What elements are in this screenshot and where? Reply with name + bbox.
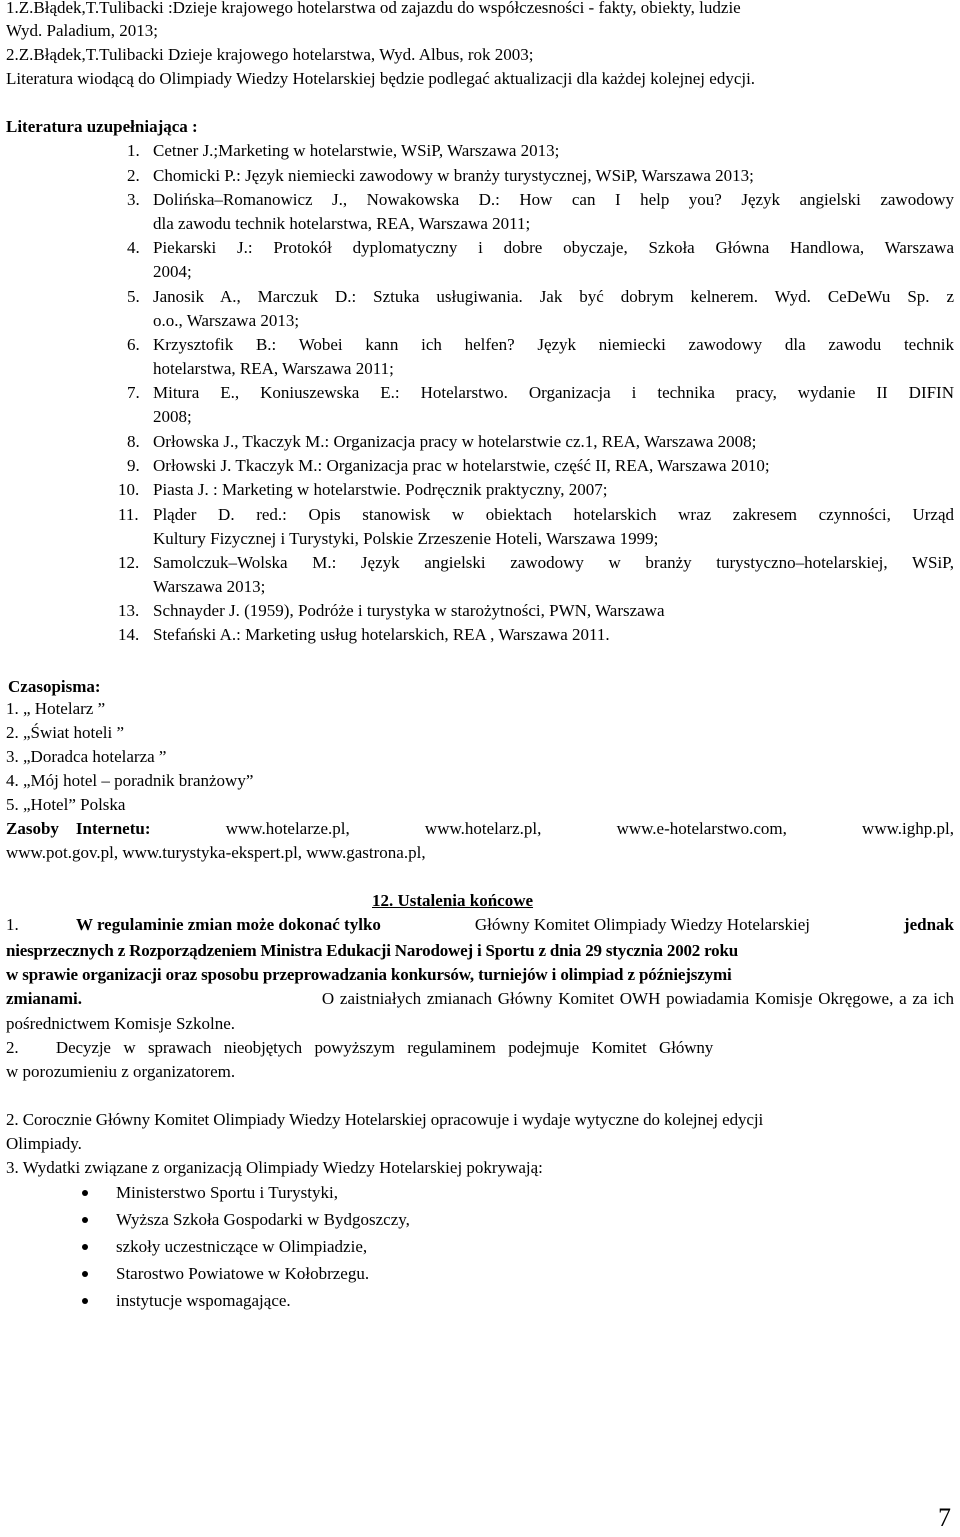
p1-regular-2: O zaistniałych zmianach Główny Komitet OWH powiadamia Komisje Okręgowe, a za ich [321,989,954,1008]
p1-line-3: w sprawie organizacji oraz sposobu przeprowadzania konkursów, turniejów i olimpiad z późniejszymi [6,965,732,984]
list-item-number: 13. [118,601,140,620]
list-item-text: 2004; [153,262,192,281]
page-number: 7 [938,1503,951,1532]
bullet-item: Ministerstwo Sportu i Turystyki, [116,1183,338,1202]
bullet-icon [82,1271,88,1277]
list-item-text: Mitura E., Koniuszewska E.: Hotelarstwo. Organizacja i technika pracy, wydanie II DIFIN [153,383,954,402]
list-item-number: 1. [127,141,140,160]
journal-item: 4. „Mój hotel – poradnik branżowy” [6,771,254,790]
journals-heading: Czasopisma: [8,677,101,696]
top-ref-line-3: 2.Z.Błądek,T.Tulibacki Dzieje krajowego hotelarstwa, Wyd. Albus, rok 2003; [6,45,534,64]
bullet-item: Starostwo Powiatowe w Kołobrzegu. [116,1264,370,1283]
p4-line: 3. Wydatki związane z organizacją Olimpiady Wiedzy Hotelarskiej pokrywają: [6,1158,543,1177]
list-item-text: Cetner J.;Marketing w hotelarstwie, WSiP, Warszawa 2013; [153,141,560,160]
p2-line-1: 2. Decyzje w sprawach nieobjętych powyższym regulaminem podejmuje Komitet Główny [6,1038,714,1057]
list-item-text: Orłowska J., Tkaczyk M.: Organizacja pracy w hotelarstwie cz.1, REA, Warszawa 2008; [153,432,757,451]
list-item-number: 4. [127,238,140,257]
list-item-number: 8. [127,432,140,451]
list-item-number: 11. [118,505,139,524]
list-item-number: 9. [127,456,140,475]
p1-line-1 [6,913,954,937]
list-item-text: dla zawodu technik hotelarstwa, REA, Warszawa 2011; [153,214,531,233]
bullet-icon [82,1217,88,1223]
p1-number: 1. [6,915,19,934]
list-item-text: Piasta J. : Marketing w hotelarstwie. Podręcznik praktyczny, 2007; [153,480,608,499]
list-item-number: 2. [127,166,140,185]
bullet-item: szkoły uczestniczące w Olimpiadzie, [116,1237,368,1256]
p1-bold-2: jednak [903,915,954,934]
list-item-number: 7. [127,383,140,402]
internet-link: www.hotelarz.pl, [424,819,542,838]
p3-line-2: Olimpiady. [6,1134,82,1153]
internet-label: Zasoby Internetu: [6,819,151,838]
bullet-item: Wyższa Szkoła Gospodarki w Bydgoszczy, [116,1210,410,1229]
journal-item: 3. „Doradca hotelarza ” [6,747,167,766]
list-item-text: Samolczuk–Wolska M.: Język angielski zawodowy w branży turystyczno–hotelarskiej, WSiP, [153,553,954,572]
list-item-text: o.o., Warszawa 2013; [153,311,300,330]
list-item-text: 2008; [153,407,192,426]
list-item-text: Schnayder J. (1959), Podróże i turystyka w starożytności, PWN, Warszawa [153,601,665,620]
internet-link: www.e-hotelarstwo.com, [616,819,787,838]
top-ref-line-1: 1.Z.Błądek,T.Tulibacki :Dzieje krajowego hotelarstwa od zajazdu do współczesności - fakty, obiekty, ludzie [6,0,741,17]
journal-item: 5. „Hotel” Polska [6,795,126,814]
p1-line-4 [6,987,954,1011]
list-item-number: 3. [127,190,140,209]
bullet-item: instytucje wspomagające. [116,1291,291,1310]
p1-bold-1: W regulaminie zmian może dokonać tylko [76,915,381,934]
list-item-number: 14. [118,625,140,644]
bullet-icon [82,1244,88,1250]
journal-item: 2. „Świat hoteli ” [6,723,125,742]
bullet-icon [82,1190,88,1196]
p1-bold-3: zmianami. [6,989,83,1008]
list-item-text: Pląder D. red.: Opis stanowisk w obiektach hotelarskich wraz zakresem czynności, Urząd [153,505,954,524]
internet-line-1 [6,817,954,841]
list-item-number: 10. [118,480,140,499]
p1-line-5: pośrednictwem Komisje Szkolne. [6,1014,235,1033]
list-item-number: 6. [127,335,140,354]
list-item-text: Orłowski J. Tkaczyk M.: Organizacja prac w hotelarstwie, część II, REA, Warszawa 2010; [153,456,770,475]
internet-link: www.ighp.pl, [862,819,954,838]
p1-regular-1: Główny Komitet Olimpiady Wiedzy Hotelarskiej [474,915,810,934]
list-item-text: Krzysztofik B.: Wobei kann ich helfen? Język niemiecki zawodowy dla zawodu technik [153,335,954,354]
internet-line-2: www.pot.gov.pl, www.turystyka-ekspert.pl, www.gastrona.pl, [6,843,426,862]
list-item-text: Kultury Fizycznej i Turystyki, Polskie Zrzeszenie Hoteli, Warszawa 1999; [153,529,659,548]
supplementary-heading: Literatura uzupełniająca : [6,117,198,136]
journal-item: 1. „ Hotelarz ” [6,699,106,718]
list-item-text: Dolińska–Romanowicz J., Nowakowska D.: How can I help you? Język angielski zawodowy [153,190,954,209]
section-12-heading: 12. Ustalenia końcowe [372,891,534,910]
top-ref-line-4: Literatura wiodącą do Olimpiady Wiedzy Hotelarskiej będzie podlegać aktualizacji dla każdej kolejnej edycji. [6,69,756,88]
p1-line-2: niesprzecznych z Rozporządzeniem Ministra Edukacji Narodowej i Sportu z dnia 29 stycznia 2002 roku [6,941,738,960]
list-item-text: Chomicki P.: Język niemiecki zawodowy w branży turystycznej, WSiP, Warszawa 2013; [153,166,754,185]
list-item-text: Stefański A.: Marketing usług hotelarskich, REA , Warszawa 2011. [153,625,610,644]
bullet-icon [82,1298,88,1304]
p3-line-1: 2. Corocznie Główny Komitet Olimpiady Wiedzy Hotelarskiej opracowuje i wydaje wytyczne do kolejnej edycji [6,1110,764,1129]
list-item-text: Janosik A., Marczuk D.: Sztuka usługiwania. Jak być dobrym kelnerem. Wyd. CeDeWu Sp. z [153,287,954,306]
list-item-number: 12. [118,553,140,572]
internet-link: www.hotelarze.pl, [225,819,350,838]
list-item-text: Warszawa 2013; [153,577,266,596]
top-ref-line-2: Wyd. Paladium, 2013; [6,21,158,40]
list-item-text: Piekarski J.: Protokół dyplomatyczny i dobre obyczaje, Szkoła Główna Handlowa, Warszawa [153,238,954,257]
list-item-number: 5. [127,287,140,306]
p2-line-2: w porozumieniu z organizatorem. [6,1062,236,1081]
list-item-text: hotelarstwa, REA, Warszawa 2011; [153,359,394,378]
